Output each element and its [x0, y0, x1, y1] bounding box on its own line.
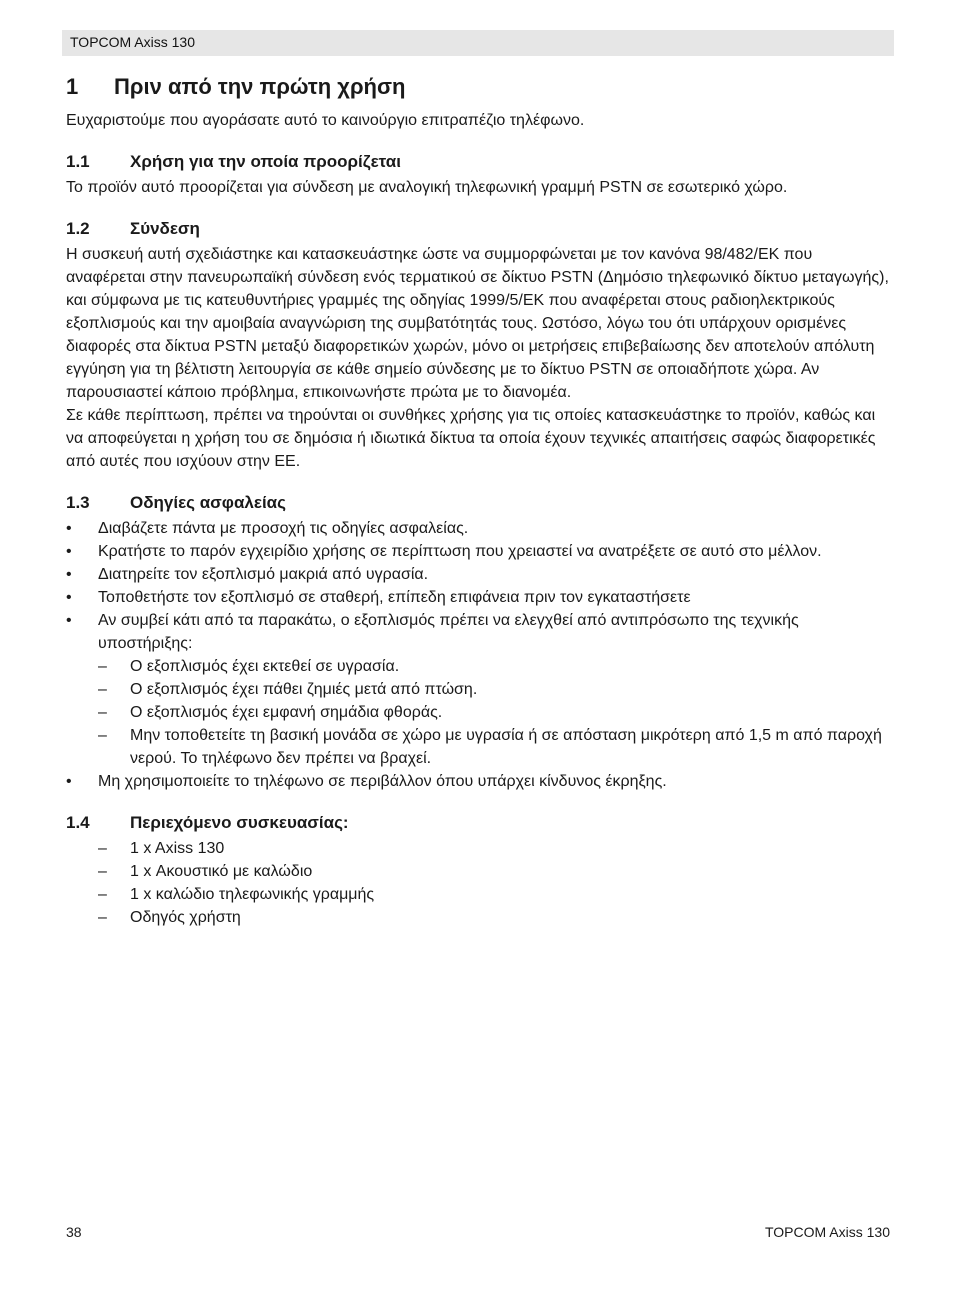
- dash-icon: –: [98, 658, 107, 675]
- list-item: [66, 563, 892, 586]
- header-title: TOPCOM Axiss 130: [70, 34, 196, 50]
- list-item-text: Διατηρείτε τον εξοπλισμό μακριά από υγρασία.: [98, 566, 429, 583]
- section-1-2-paragraph: Σε κάθε περίπτωση, πρέπει να τηρούνται οι συνθήκες χρήσης για τις οποίες κατασκευάστηκε το προϊόν, καθώς και να αποφεύγεται η χρήση του σε δημόσια ή ιδιωτικά δίκτυα τα οποία έχουν τεχνικές απαιτήσεις σαφώς διαφορετικές από αυτές που ισχύουν στην ΕΕ.: [66, 407, 876, 470]
- section-heading-1-2: [66, 217, 892, 241]
- list-item: [66, 586, 892, 609]
- section-number: 1.4: [66, 813, 90, 832]
- section-1-2-paragraph: Η συσκευή αυτή σχεδιάστηκε και κατασκευάστηκε ώστε να συμμορφώνεται με τον κανόνα 98/482/ΕΚ που αναφέρεται στην πανευρωπαϊκή σύνδεση ενός τερματικού σε δίκτυο PSTN (Δημόσιο τηλεφωνικό δίκτυο μεταγωγής), και σύμφωνα με τις κατευθυντήριες γραμμές της οδηγίας 1999/5/ΕΚ που αναφέρεται στους ραδιοηλεκτρικούς εξοπλισμούς και την αμοιβαία αναγνώριση της συμβατότητάς τους. Ωστόσο, λόγω του ότι υπάρχουν ορισμένες διαφορές στα δίκτυα PSTN μεταξύ διαφορετικών χωρών, μόνο οι μετρήσεις επιβεβαίωσης δεν αποτελούν απόλυτη εγγύηση για τη βέλτιστη λειτουργία σε κάθε σημείο σύνδεσης με το δίκτυο PSTN σε οποιαδήποτε χώρα. Αν παρουσιαστεί κάποιο πρόβλημα, επικοινωνήστε πρώτα με το διανομέα.: [66, 246, 889, 401]
- chapter-heading: [66, 72, 892, 102]
- sublist-item: [66, 724, 892, 770]
- page-content: [66, 72, 892, 929]
- section-title: Περιεχόμενο συσκευασίας:: [130, 813, 349, 832]
- section-number: 1.1: [66, 152, 90, 171]
- list-item: [66, 770, 892, 793]
- section-title: Χρήση για την οποία προορίζεται: [130, 152, 401, 171]
- package-contents-list: [66, 837, 892, 929]
- list-item: [66, 883, 892, 906]
- section-heading-1-1: [66, 150, 892, 174]
- bullet-icon: •: [66, 566, 72, 583]
- list-item: [66, 517, 892, 540]
- section-1-1-text: Το προϊόν αυτό προορίζεται για σύνδεση με αναλογική τηλεφωνική γραμμή PSTN σε εσωτερικό χώρο.: [66, 179, 788, 196]
- safety-list: [66, 517, 892, 655]
- bullet-icon: •: [66, 773, 72, 790]
- chapter-intro: Ευχαριστούμε που αγοράσατε αυτό το καινούργιο επιτραπέζιο τηλέφωνο.: [66, 112, 585, 129]
- dash-icon: –: [98, 840, 107, 857]
- sublist-item: [66, 701, 892, 724]
- bullet-icon: •: [66, 589, 72, 606]
- sublist-item: [66, 655, 892, 678]
- list-item-text: Αν συμβεί κάτι από τα παρακάτω, ο εξοπλισμός πρέπει να ελεγχθεί από αντιπρόσωπο της τεχνικής υποστήριξης:: [98, 612, 799, 652]
- list-item: [66, 609, 892, 655]
- page-number: 38: [66, 1224, 82, 1240]
- chapter-number: 1: [66, 74, 79, 99]
- bullet-icon: •: [66, 543, 72, 560]
- section-title: Οδηγίες ασφαλείας: [130, 493, 286, 512]
- list-item-text: 1 x καλώδιο τηλεφωνικής γραμμής: [130, 886, 375, 903]
- dash-icon: –: [98, 727, 107, 744]
- list-item-text: 1 x Axiss 130: [130, 840, 225, 857]
- page-header: [62, 30, 894, 56]
- list-item: [66, 540, 892, 563]
- section-heading-1-4: [66, 811, 892, 835]
- bullet-icon: •: [66, 612, 72, 629]
- sublist-item-text: Ο εξοπλισμός έχει πάθει ζημιές μετά από πτώση.: [130, 681, 478, 698]
- dash-icon: –: [98, 704, 107, 721]
- sublist-item: [66, 678, 892, 701]
- list-item: [66, 837, 892, 860]
- section-number: 1.2: [66, 219, 90, 238]
- list-item-text: Οδηγός χρήστη: [130, 909, 241, 926]
- sublist-item-text: Ο εξοπλισμός έχει εμφανή σημάδια φθοράς.: [130, 704, 443, 721]
- sublist-item-text: Μην τοποθετείτε τη βασική μονάδα σε χώρο με υγρασία ή σε απόσταση μικρότερη από 1,5 m από παροχή νερού. Το τηλέφωνο δεν πρέπει να βραχεί.: [130, 727, 882, 767]
- list-item: [66, 906, 892, 929]
- list-item-text: Μη χρησιμοποιείτε το τηλέφωνο σε περιβάλλον όπου υπάρχει κίνδυνος έκρηξης.: [98, 773, 667, 790]
- safety-list-end: [66, 770, 892, 793]
- list-item: [66, 860, 892, 883]
- sublist-item-text: Ο εξοπλισμός έχει εκτεθεί σε υγρασία.: [130, 658, 400, 675]
- section-number: 1.3: [66, 493, 90, 512]
- list-item-text: Κρατήστε το παρόν εγχειρίδιο χρήσης σε περίπτωση που χρειαστεί να ανατρέξετε σε αυτό στο μέλλον.: [98, 543, 822, 560]
- dash-icon: –: [98, 681, 107, 698]
- chapter-title: Πριν από την πρώτη χρήση: [114, 74, 406, 99]
- dash-icon: –: [98, 863, 107, 880]
- dash-icon: –: [98, 909, 107, 926]
- list-item-text: Τοποθετήστε τον εξοπλισμό σε σταθερή, επίπεδη επιφάνεια πριν τον εγκαταστήσετε: [98, 589, 691, 606]
- section-heading-1-3: [66, 491, 892, 515]
- list-item-text: Διαβάζετε πάντα με προσοχή τις οδηγίες ασφαλείας.: [98, 520, 469, 537]
- section-title: Σύνδεση: [130, 219, 200, 238]
- safety-sublist: [66, 655, 892, 770]
- dash-icon: –: [98, 886, 107, 903]
- list-item-text: 1 x Ακουστικό με καλώδιο: [130, 863, 313, 880]
- footer-product: TOPCOM Axiss 130: [764, 1224, 890, 1240]
- bullet-icon: •: [66, 520, 72, 537]
